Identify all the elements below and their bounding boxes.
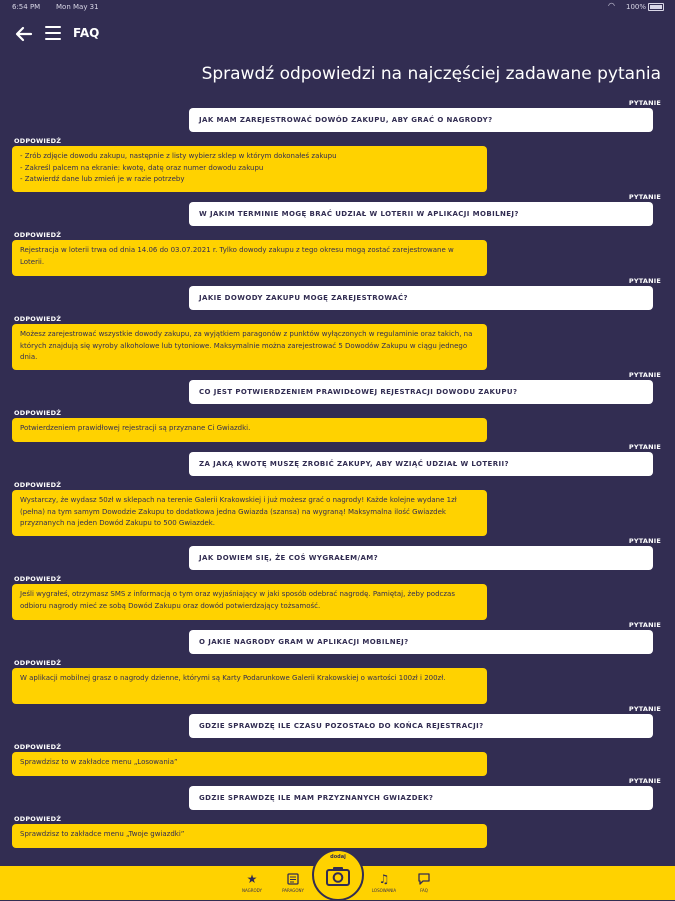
battery-percent: 100% — [626, 3, 647, 11]
music-icon: ♫ — [378, 872, 390, 886]
tab-label: FAQ — [420, 888, 428, 893]
chat-icon — [417, 872, 431, 886]
question-tag: PYTANIE — [628, 705, 661, 713]
faq-item — [0, 370, 675, 442]
question-tag: PYTANIE — [628, 777, 661, 785]
answer-tag: ODPOWIEDŹ — [14, 659, 62, 667]
answer-tag: ODPOWIEDŹ — [14, 815, 62, 823]
hamburger-menu-icon[interactable] — [45, 26, 61, 40]
faq-item — [0, 98, 675, 192]
tab-label: PARAGONY — [282, 888, 304, 893]
question-box: W JAKIM TERMINIE MOGĘ BRAĆ UDZIAŁ W LOTERII W APLIKACJI MOBILNEJ? — [189, 202, 653, 226]
answer-tag: ODPOWIEDŹ — [14, 743, 62, 751]
faq-item — [0, 620, 675, 704]
question-box: JAKIE DOWODY ZAKUPU MOGĘ ZAREJESTROWAĆ? — [189, 286, 653, 310]
question-tag: PYTANIE — [628, 621, 661, 629]
question-box: CO JEST POTWIERDZENIEM PRAWIDŁOWEJ REJESTRACJI DOWODU ZAKUPU? — [189, 380, 653, 404]
answer-box: Sprawdzisz to w zakładce menu „Losowania” — [12, 752, 487, 776]
faq-headline: Sprawdź odpowiedzi na najczęściej zadawane pytania — [201, 64, 661, 84]
answer-box: Możesz zarejestrować wszystkie dowody zakupu, za wyjątkiem paragonów z punktów wyłączonych w regulaminie oraz takich, na których znajdują się wyroby alkoholowe lub tytoniowe. Maksymalnie można zarejestrować 5 Dowodów Zakupu w ciągu jednego dnia. — [12, 324, 487, 370]
question-tag: PYTANIE — [628, 193, 661, 201]
answer-tag: ODPOWIEDŹ — [14, 409, 62, 417]
question-tag: PYTANIE — [628, 537, 661, 545]
faq-list — [0, 98, 675, 848]
faq-item — [0, 536, 675, 620]
answer-box: W aplikacji mobilnej grasz o nagrody dzienne, którymi są Karty Podarunkowe Galerii Krakowskiej o wartości 100zł i 200zł. — [12, 668, 487, 704]
wifi-icon: ◠ — [608, 1, 615, 10]
answer-tag: ODPOWIEDŹ — [14, 481, 62, 489]
answer-tag: ODPOWIEDŹ — [14, 315, 62, 323]
battery-icon — [648, 3, 664, 11]
tab-label: NAGRODY — [242, 888, 262, 893]
answer-box: Wystarczy, że wydasz 50zł w sklepach na terenie Galerii Krakowskiej i już możesz grać o nagrody! Każde kolejne wydane 1zł (pełna) na tym samym Dowodzie Zakupu to dodatkowa jedna Gwiazda (szansa) na wygraną! Maksymalna ilość Gwiazdek przyznanych na jeden Dowód Zakupu to 500 Gwiazdek. — [12, 490, 487, 536]
receipt-icon — [286, 872, 300, 886]
faq-item — [0, 276, 675, 370]
question-box: ZA JAKĄ KWOTĘ MUSZĘ ZROBIĆ ZAKUPY, ABY WZIĄĆ UDZIAŁ W LOTERII? — [189, 452, 653, 476]
camera-label: dodaj — [330, 854, 346, 860]
answer-box: Jeśli wygrałeś, otrzymasz SMS z informacją o tym oraz wyjaśniający w jaki sposób odebrać nagrodę. Pamiętaj, żeby podczas odbioru nagrody mieć ze sobą Dowód Zakupu oraz dowód potwierdzający tożsamość. — [12, 584, 487, 620]
answer-box: Rejestracja w loterii trwa od dnia 14.06 do 03.07.2021 r. Tylko dowody zakupu z tego okresu mogą zostać zarejestrowane w Loterii. — [12, 240, 487, 276]
question-tag: PYTANIE — [628, 277, 661, 285]
answer-line: - Zakreśl palcem na ekranie: kwotę, datę oraz numer dowodu zakupu — [20, 163, 479, 175]
faq-item — [0, 776, 675, 848]
status-date: Mon May 31 — [56, 3, 99, 11]
question-tag: PYTANIE — [628, 371, 661, 379]
faq-item — [0, 442, 675, 536]
question-box: O JAKIE NAGRODY GRAM W APLIKACJI MOBILNEJ? — [189, 630, 653, 654]
question-box: JAK MAM ZAREJESTROWAĆ DOWÓD ZAKUPU, ABY GRAĆ O NAGRODY? — [189, 108, 653, 132]
answer-box: Potwierdzeniem prawidłowej rejestracji są przyznane Ci Gwiazdki. — [12, 418, 487, 442]
faq-item — [0, 192, 675, 276]
question-tag: PYTANIE — [628, 443, 661, 451]
page-title: FAQ — [73, 26, 100, 40]
camera-icon — [326, 866, 350, 886]
add-receipt-camera-button[interactable] — [312, 849, 364, 901]
faq-item — [0, 704, 675, 776]
answer-box — [12, 146, 487, 192]
answer-tag: ODPOWIEDŹ — [14, 231, 62, 239]
status-bar — [0, 0, 675, 14]
answer-line: - Zatwierdź dane lub zmień je w razie potrzeby — [20, 174, 479, 186]
top-nav — [0, 20, 675, 48]
back-arrow-icon[interactable] — [14, 24, 34, 44]
answer-box: Sprawdzisz to zakładce menu „Twoje gwiazdki” — [12, 824, 487, 848]
tab-label: LOSOWANIA — [371, 888, 397, 893]
status-time: 6:54 PM — [12, 3, 41, 11]
question-box: GDZIE SPRAWDZĘ ILE CZASU POZOSTAŁO DO KOŃCA REJESTRACJI? — [189, 714, 653, 738]
question-box: JAK DOWIEM SIĘ, ŻE COŚ WYGRAŁEM/AM? — [189, 546, 653, 570]
star-icon: ★ — [246, 872, 258, 886]
answer-tag: ODPOWIEDŹ — [14, 575, 62, 583]
answer-line: - Zrób zdjęcie dowodu zakupu, następnie z listy wybierz sklep w którym dokonałeś zakupu — [20, 151, 479, 163]
answer-tag: ODPOWIEDŹ — [14, 137, 62, 145]
question-tag: PYTANIE — [628, 99, 661, 107]
question-box: GDZIE SPRAWDZĘ ILE MAM PRZYZNANYCH GWIAZDEK? — [189, 786, 653, 810]
